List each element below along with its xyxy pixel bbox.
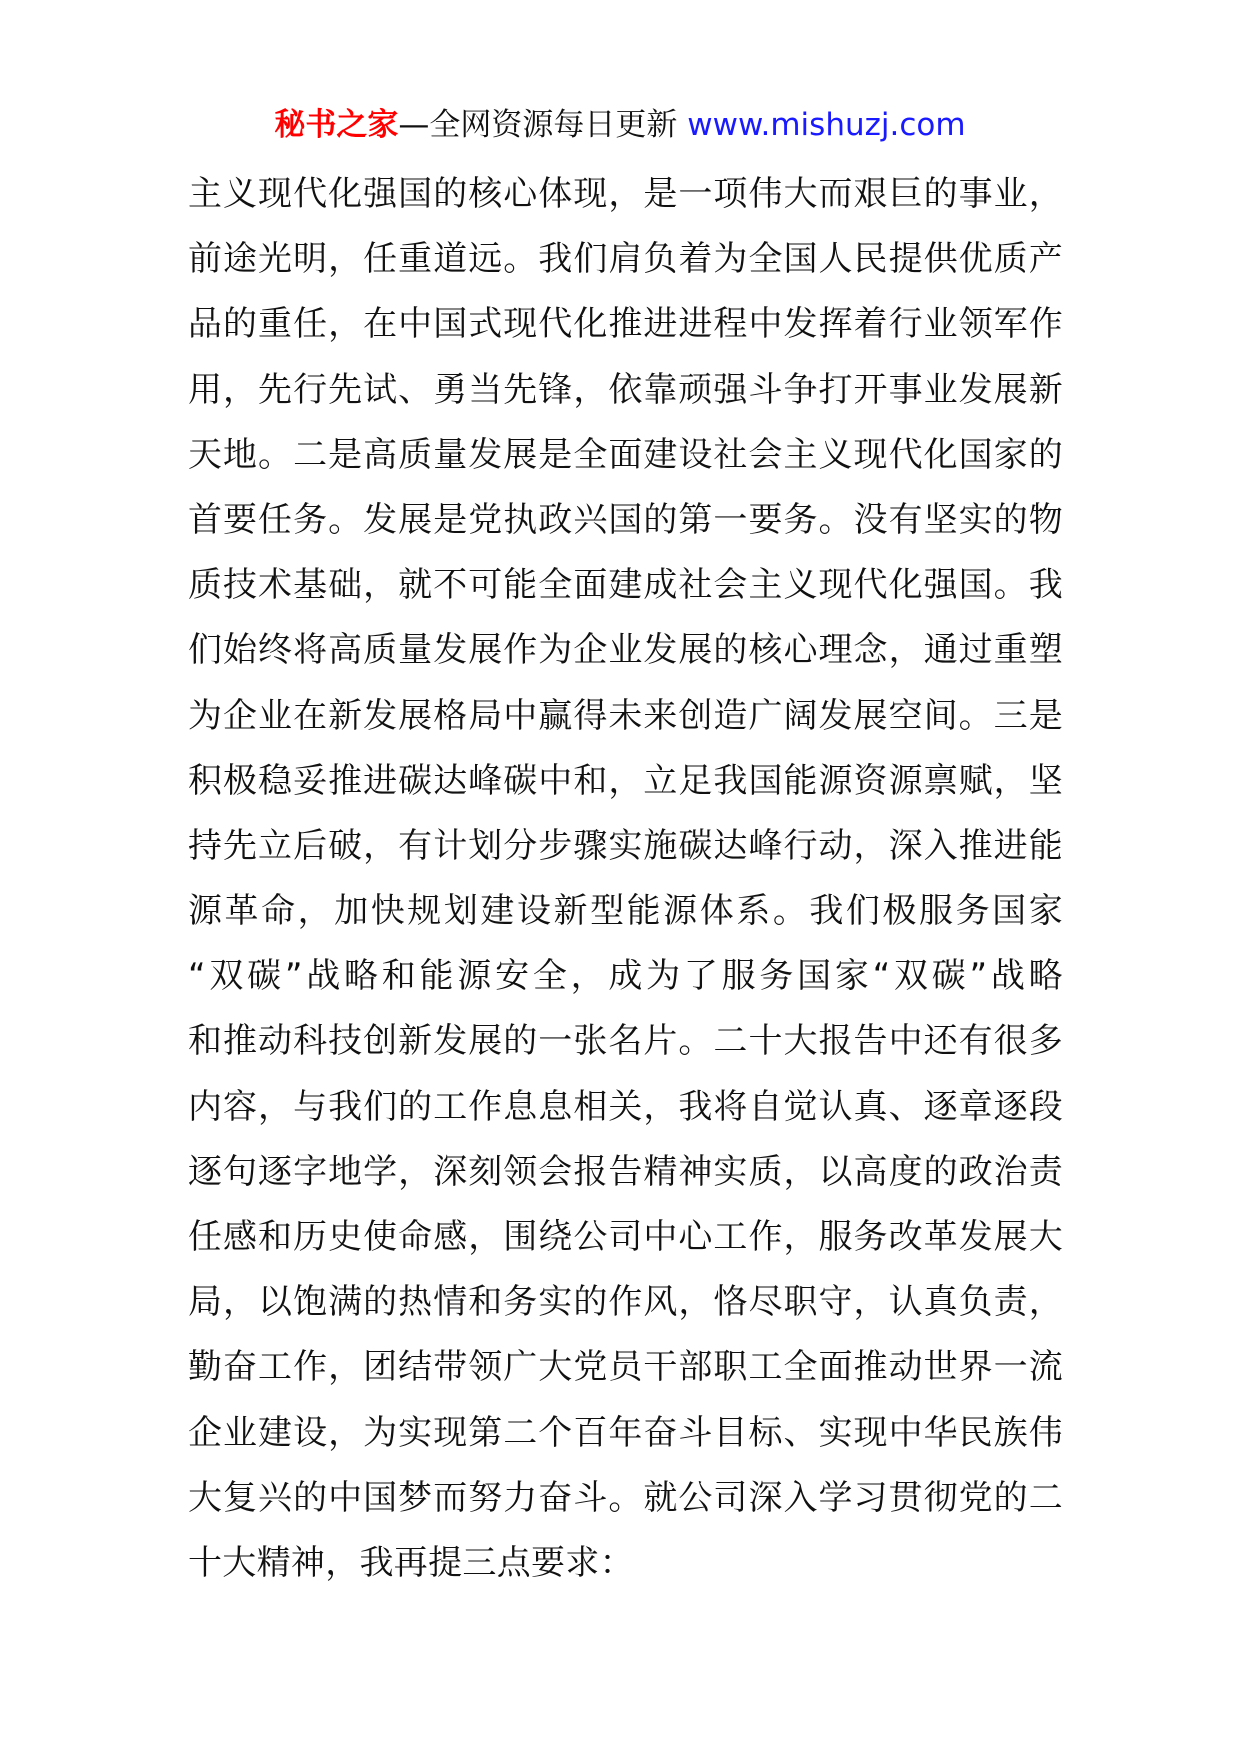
paragraph-line: 企业建设，为实现第二个百年奋斗目标、实现中华民族伟 [188,1412,1063,1453]
paragraph-line: “双碳”战略和能源安全，成为了服务国家“双碳”战略 [188,956,1063,997]
brand-name: 秘书之家 [274,107,399,143]
paragraph-line: 逐句逐字地学，深刻领会报告精神实质，以高度的政治责 [188,1151,1063,1192]
paragraph-line: 局，以饱满的热情和务实的作风，恪尽职守，认真负责， [188,1282,1063,1323]
paragraph-line: 主义现代化强国的核心体现，是一项伟大而艰巨的事业， [188,174,1063,214]
paragraph-line: 勤奋工作，团结带领广大党员干部职工全面推动世界一流 [188,1347,1063,1388]
paragraph-line: 和推动科技创新发展的一张名片。二十大报告中还有很多 [188,1021,1063,1062]
paragraph-line: 品的重任，在中国式现代化推进进程中发挥着行业领军作 [188,304,1063,345]
paragraph-line: 大复兴的中国梦而努力奋斗。就公司深入学习贯彻党的二 [188,1477,1063,1518]
brand-slogan: —全网资源每日更新 [398,107,688,143]
paragraph-line: 首要任务。发展是党执政兴国的第一要务。没有坚实的物 [188,499,1063,540]
paragraph-line: 质技术基础，就不可能全面建成社会主义现代化强国。我 [188,565,1063,606]
paragraph-line: 持先立后破，有计划分步骤实施碳达峰行动，深入推进能 [188,825,1063,866]
document-body [188,162,1063,1596]
paragraph-line: 用，先行先试、勇当先锋，依靠顽强斗争打开事业发展新 [188,369,1063,410]
paragraph-line: 内容，与我们的工作息息相关，我将自觉认真、逐章逐段 [188,1086,1063,1127]
site-url: www.mishuzj.com [687,107,966,143]
paragraph-line: 任感和历史使命感，围绕公司中心工作，服务改革发展大 [188,1217,1063,1257]
paragraph-line: 们始终将高质量发展作为企业发展的核心理念，通过重塑 [188,630,1063,671]
paragraph-line: 积极稳妥推进碳达峰碳中和，立足我国能源资源禀赋，坚 [188,760,1063,801]
paragraph-line: 天地。二是高质量发展是全面建设社会主义现代化国家的 [188,434,1063,475]
paragraph-line: 为企业在新发展格局中赢得未来创造广阔发展空间。三是 [188,695,1063,736]
paragraph-line: 前途光明，任重道远。我们肩负着为全国人民提供优质产 [188,239,1063,280]
paragraph-line-last: 十大精神，我再提三点要求： [188,1542,634,1583]
watermark-header [0,100,1240,150]
paragraph-line: 源革命，加快规划建设新型能源体系。我们极服务国家 [188,891,1063,932]
